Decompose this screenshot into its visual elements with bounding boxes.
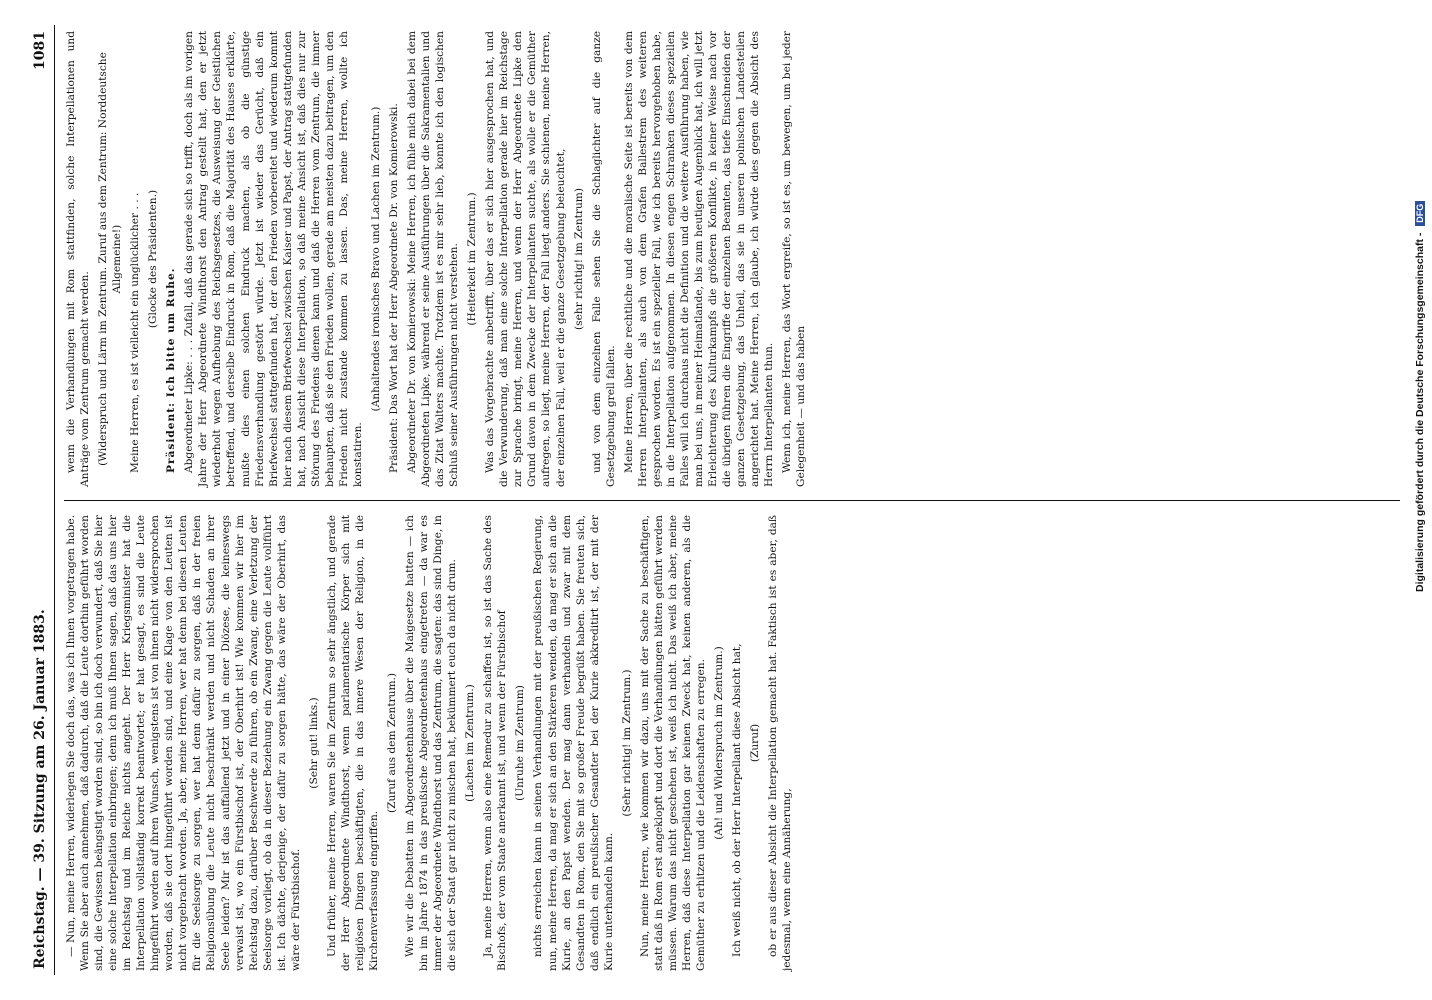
interjection: (Zuruf) (749, 723, 762, 763)
paragraph: und von dem einzelnen Falle sehen Sie die Schlaglichter auf die ganze Gesetzgebung grell fallen. (590, 31, 617, 487)
paragraph: Ich weiß nicht, ob der Herr Interpellant diese Absicht hat, (731, 643, 744, 957)
paragraph: Und früher, meine Herren, waren Sie im Zentrum so sehr ängstlich, und gerade der Herr Abgeordnete Windthorst, wenn parlamentarische Körper sich mit religiösen Dingen beschäftigten, die in das innere Wesen der Religion, in die Kirchenverfassung eingriffen. (325, 515, 380, 971)
interjection: (Sehr gut! links.) (307, 697, 320, 789)
interjection: (Glocke des Präsidenten.) (147, 189, 160, 329)
interjection: (Anhaltendes ironisches Bravo und Lachen im Zentrum.) (369, 106, 382, 412)
speaker-paragraph: Präsident: Ich bitte um Ruhe. (165, 267, 178, 473)
paragraph: nichts erreichen kann in seinen Verhandlungen mit der preußischen Regierung, nun, meine Herren, da mag er sich an den Stärkeren wenden, da mag er sich an die Kurie, an den Papst wenden. Der mag dann verhandeln und zwar mit dem Gesandten in Rom, den Sie mit so großer Freude begrüßt haben. Sie freuten sich, daß endlich ein preußischer Gesandter bei der Kurie akkreditirt ist, der mit der Kurie unterhandeln kann. (532, 515, 615, 971)
interjection: (Unruhe im Zentrum) (514, 685, 527, 801)
page-number: 1081 (32, 31, 48, 70)
paragraph: — Nun, meine Herren, widerlegen Sie doch das, was ich Ihnen vorgetragen habe. Wenn Sie aber auch annehmen, daß dadurch, daß die Leute dorthin geführt worden sind, die Gewissen beängstigt worden sind, so bin ich doch verwundert, daß Sie hier eine solche Interpellation einbringen; denn ich muß Ihnen sagen, daß das uns hier im Reichstag und im Reiche nichts angeht. Der Herr Kriegsminister hat die Interpellation vollständig korrekt beantwortet; er hat gesagt, es sind die Leute hingeführt worden auf ihren Wunsch, wenigstens ist von ihnen nicht widersprochen worden, daß sie dort hingeführt worden sind, und eine Klage von den Leuten ist nicht vorgebracht worden. Ja, aber, meine Herren, wer hat denn bei diesen Leuten für die Seelsorge zu sorgen, wer hat denn dafür zu sorgen, daß in der freien Religionsübung die Leute nicht beschränkt werden und nicht Schaden an ihrer Seele leiden? Mir ist das auffallend jetzt und in einer Diözese, die keineswegs verwaist ist, wo ein Fürstbischof ist, der Oberhirt ist! Wie kommen wir hier im Reichstag dazu, darüber Beschwerde zu führen, ob ein Zwang, eine Verletzung der Seelsorge vorliegt, ob da in dieser Beziehung ein Zwang gegen die Leute vollführt ist. Ich dächte, derjenige, der dafür zu sorgen hätte, das wäre der Oberhirt, das wäre der Fürstbischof. (65, 515, 302, 971)
interjection: (sehr richtig! im Zentrum) (572, 188, 585, 330)
scanned-page-rotated (30, 25, 1400, 975)
paragraph: ob er aus dieser Absicht die Interpellation gemacht hat. Faktisch ist es aber, daß jedesmal, wenn eine Annäherung, (767, 515, 794, 971)
paragraph: Ja, meine Herren, wenn also eine Remedur zu schaffen ist, so ist das Sache des Bischofs, der vom Staate anerkannt ist, und wenn der Fürstbischof (482, 515, 509, 971)
page-header (30, 25, 55, 975)
paragraph: Wenn ich, meine Herren, das Wort ergreife, so ist es, um bewegen, um bei jeder Gelegenheit — und das haben (781, 31, 808, 487)
paragraph: Wie wir die Debatten im Abgeordnetenhause über die Maigesetze hatten — ich bin im Jahre 1874 in das preußische Abgeordnetenhaus eingetreten — da war es immer der Abgeordnete Windthorst und das Zentrum, die sagten: das sind Dinge, in die sich der Staat gar nicht zu mischen hat, bekümmert euch da nicht drum. (404, 515, 459, 971)
paragraph: Meine Herren, es ist vielleicht ein unglücklicher . . . (129, 192, 142, 473)
interjection: (Sehr richtig! im Zentrum.) (620, 669, 633, 817)
digitization-credit-text: Digitalisierung gefördert durch die Deutsche Forschungsgemeinschaft - (1414, 232, 1426, 592)
interjection: (Widerspruch und Lärm im Zentrum. Zuruf aus dem Zentrum: Norddeutsche Allgemeine!) (97, 52, 124, 466)
column-divider (64, 500, 1400, 501)
paragraph: Abgeordneter Dr. von Komierowski: Meine Herren, ich fühle mich dabei bei dem Abgeordneten Lipke, während er seine Ausführungen über die Sakramentalien und das Zitat Walters machte. Trotzdem ist es mir sehr lieb, konnte ich den logischen Schluß seiner Ausführungen nicht verstehen. (406, 31, 461, 487)
interjection: (Zuruf aus dem Zentrum.) (386, 672, 399, 814)
interjection: (Ah! und Widerspruch im Zentrum.) (713, 646, 726, 840)
paragraph: Nun, meine Herren, wie kommen wir dazu, uns mit der Sache zu beschäftigen, statt daß in Rom erst angeklopft und dort die Verhandlungen hätten geführt werden müssen. Warum das nicht geschehen ist, weiß ich nicht. Das weiß ich aber, meine Herren, daß diese Interpellation gar keinen Zweck hat, keinen anderen, als die Gemüther zu erhitzen und die Leidenschaften zu erregen. (638, 515, 707, 971)
text-column-left (64, 515, 1400, 971)
text-column-right (64, 31, 1400, 487)
interjection: (Heiterkeit im Zentrum.) (466, 192, 479, 326)
paragraph: Abgeordneter Lipke: . . . Zufall, daß das gerade sich so trifft, doch als im vorigen Jahre der Herr Abgeordnete Windthorst den Antrag gestellt hat, den er jetzt wiederholt wegen Aufhebung des Reichsgesetzes, die Ausweisung der Geistlichen betreffend, und derselbe Eindruck in Rom, daß die Majorität des Hauses erklärte, mußte dies einen solchen Eindruck machen, als ob die günstige Friedensverhandlung gestört würde. Jetzt ist wieder das Gerücht, daß ein Briefwechsel stattgefunden hat, der den Frieden vorbereitet und wiederum kommt hier nach diesem Briefwechsel zwischen Kaiser und Papst, der Antrag stattgefunden hat, nach Ansicht diese Interpellation, so daß meine Ansicht ist, daß dies nur zur Störung des Friedens dienen kann und daß die Herren vom Zentrum, die immer behaupten, daß sie den Frieden wollen, gerade am meisten dazu beitragen, um den Frieden nicht zustande kommen zu lassen. Das, meine Herren, wollte ich konstatiren. (183, 31, 364, 487)
dfg-logo: DFG (1415, 201, 1425, 226)
paragraph: Was das Vorgebrachte anbetrifft, über das er sich hier ausgesprochen hat, und die Verwunderung, daß man eine solche Interpellation gerade hier im Reichstage zur Sprache bringt, meine Herren, und wenn der Herr Abgeordnete Lipke den Grund davon in dem Zwecke der Interpellanten suchte, als wolle er die Gemüther aufregen, so liegt, meine Herren, der Fall liegt anders. Sie schienen, meine Herren, der einzelnen Fall, weil er die ganze Gesetzgebung beleuchtet, (484, 31, 567, 487)
paragraph: wenn die Verhandlungen mit Rom stattfinden, solche Interpellationen und Anträge vom Zentrum gemacht werden. (65, 31, 92, 487)
interjection: (Lachen im Zentrum.) (464, 684, 477, 802)
speaker-paragraph: Präsident: Das Wort hat der Herr Abgeordnete Dr. von Komierowski. (387, 103, 400, 473)
digitization-credit (1414, 12, 1430, 592)
running-head-title: Reichstag. — 39. Sitzung am 26. Januar 1883. (32, 609, 48, 969)
paragraph: Meine Herren, über die rechtliche und die moralische Seite ist bereits von dem Herren Interpellanten, als auch von dem Grafen Ballestrem des weiteren gesprochen worden. Es ist ein spezieller Fall, wie ich bereits hervorgehoben habe, in die Interpellation aufgenommen. In diesen engen Schranken dieses speziellen Falles will ich durchaus nicht die Definition und die weitere Ausführung haben, wie man bei uns, in meiner Heimatlande, bis zum heutigen Augenblick hat, ich will jetzt Erleichterung des Kulturkampfs die größeren Konflikte, in keiner Weise nach vor die übrigen führen die Eingriffe der einzelnen Beamten, das tiefe Einschneiden der ganzen Gesetzgebung, das Unheil, das sie in unseren polnischen Landesteilen angerichtet hat. Meine Herren, ich glaube, ich würde dies gegen die Absicht des Herrn Interpellanten thun. (622, 31, 776, 487)
